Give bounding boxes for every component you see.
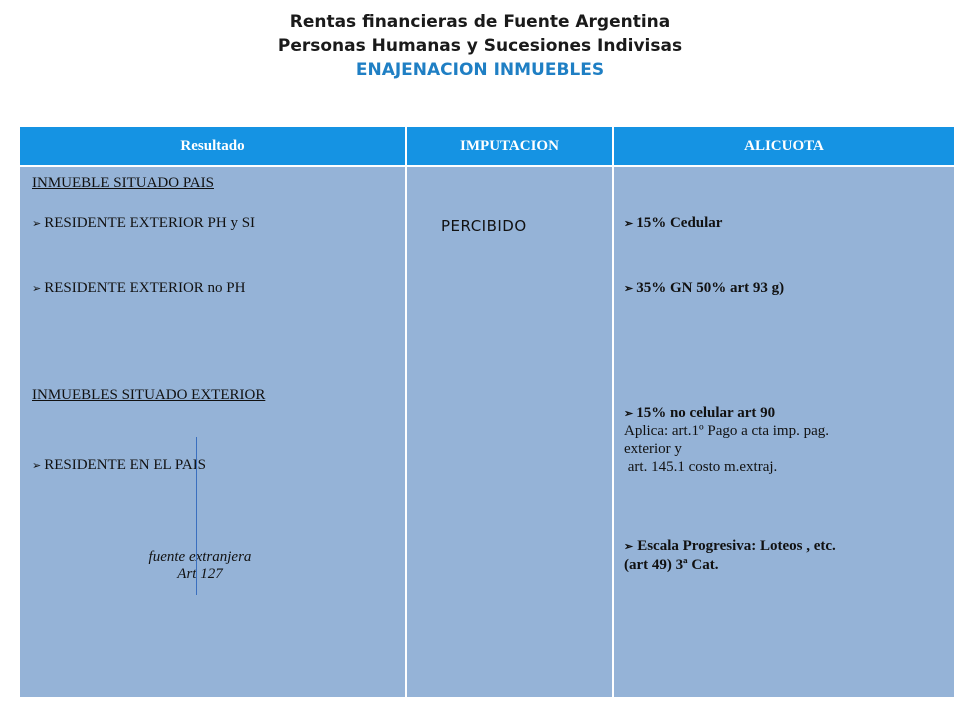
- bullet-residente-exterior-ph: [32, 215, 255, 232]
- detail-line-2: exterior y: [624, 441, 682, 457]
- slide-title: [0, 10, 960, 82]
- bullet-text: 15% Cedular: [636, 215, 723, 231]
- escala-line-1: [624, 537, 836, 556]
- alicuota-15-cedular: [624, 215, 722, 232]
- title-line-1: Rentas financieras de Fuente Argentina: [289, 12, 671, 32]
- arrow-bullet-icon: ➢: [32, 283, 42, 295]
- title-line-3: ENAJENACION INMUEBLES: [355, 60, 605, 80]
- header-imputacion: IMPUTACION: [406, 126, 613, 166]
- bullet-text: 15% no celular art 90: [636, 405, 776, 421]
- arrow-bullet-icon: ➢: [624, 283, 634, 295]
- alicuota-15-no-celular-title: [624, 405, 829, 422]
- bullet-text: RESIDENTE EXTERIOR PH y SI: [44, 215, 256, 231]
- note-fuente-extranjera: [120, 549, 280, 583]
- arrow-bullet-icon: ➢: [624, 408, 634, 420]
- cell-resultado: [19, 166, 406, 698]
- table-row: [19, 166, 955, 698]
- cell-imputacion: [406, 166, 613, 698]
- note-line-1: fuente extranjera: [148, 549, 252, 565]
- bullet-text: RESIDENTE EXTERIOR no PH: [44, 280, 246, 296]
- vertical-divider-line: [196, 437, 197, 595]
- arrow-bullet-icon: ➢: [624, 218, 634, 230]
- alicuota-35-gn: [624, 280, 784, 297]
- bullet-text: Escala Progresiva: Loteos , etc.: [637, 538, 836, 554]
- arrow-bullet-icon: ➢: [624, 541, 634, 553]
- bullet-residente-en-el-pais: [32, 457, 206, 474]
- bullet-text: 35% GN 50% art 93 g): [636, 280, 785, 296]
- cell-alicuota: [613, 166, 955, 698]
- detail-line-1: Aplica: art.1º Pago a cta imp. pag.: [624, 423, 830, 439]
- title-line-2: Personas Humanas y Sucesiones Indivisas: [277, 36, 683, 56]
- arrow-bullet-icon: ➢: [32, 460, 42, 472]
- imputacion-percibido: PERCIBIDO: [441, 217, 527, 235]
- detail-line-3: art. 145.1 costo m.extraj.: [624, 459, 778, 475]
- header-resultado: Resultado: [19, 126, 406, 166]
- heading-inmueble-situado-pais: INMUEBLE SITUADO PAIS: [32, 175, 214, 191]
- rentas-table: [18, 125, 956, 699]
- alicuota-15-no-celular: [624, 405, 829, 476]
- escala-line-2: (art 49) 3ª Cat.: [624, 557, 719, 573]
- bullet-residente-exterior-no-ph: [32, 280, 245, 297]
- table-header-row: [19, 126, 955, 166]
- bullet-text: RESIDENTE EN EL PAIS: [44, 457, 207, 473]
- note-line-2: Art 127: [177, 566, 223, 582]
- alicuota-escala-progresiva: [624, 537, 836, 574]
- header-alicuota: ALICUOTA: [613, 126, 955, 166]
- arrow-bullet-icon: ➢: [32, 218, 42, 230]
- heading-inmuebles-situado-exterior: INMUEBLES SITUADO EXTERIOR: [32, 387, 266, 403]
